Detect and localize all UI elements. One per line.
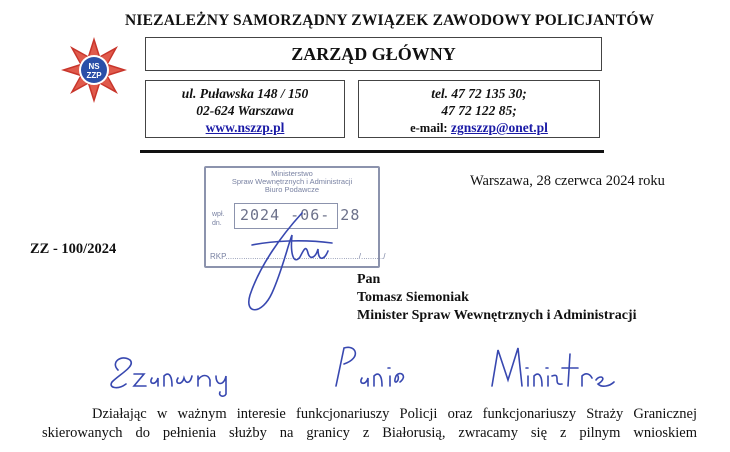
phone-1: tel. 47 72 135 30; — [431, 86, 527, 101]
stamp-received-label: wpł. — [212, 211, 225, 218]
stamp-date: 2024 -06- 28 — [240, 206, 361, 224]
unit-title-box — [145, 37, 602, 71]
union-logo — [60, 36, 128, 104]
addressee-position: Minister Spraw Wewnętrznych i Administracji — [357, 308, 637, 323]
body-line-2: skierowanych do pełnienia służby na granicy z Białorusią, zwracamy się z pilnym wnioskiem — [42, 425, 697, 441]
stamp-line-3: Biuro Podawcze — [264, 185, 320, 194]
stamp-rkp-line: RKP............................................................/........../ — [210, 252, 386, 261]
addressee-title: Pan — [357, 272, 381, 287]
reference-number: ZZ - 100/2024 — [30, 241, 117, 257]
handwritten-initials — [232, 205, 342, 325]
body-paragraph — [42, 405, 697, 443]
stamp-day-label: dn. — [212, 220, 222, 227]
email-label: e-mail: — [410, 121, 448, 135]
addressee-name: Tomasz Siemoniak — [357, 290, 469, 305]
phone-2: 47 72 122 85; — [441, 103, 517, 118]
handwritten-salutation — [100, 340, 620, 400]
stamp-line-1: Ministerstwo — [271, 169, 313, 178]
address-city: 02-624 Warszawa — [196, 103, 294, 118]
place-and-date: Warszawa, 28 czerwca 2024 roku — [470, 173, 665, 189]
addressee-block — [357, 271, 636, 325]
svg-text:NS: NS — [88, 62, 100, 71]
website-link[interactable]: www.nszzp.pl — [205, 120, 285, 135]
body-line-1: Działając w ważnym interesie funkcjonariuszy Policji oraz funkcjonariuszy Straży Granicznej — [92, 406, 697, 422]
address-street: ul. Puławska 148 / 150 — [181, 86, 309, 101]
contact-box — [358, 80, 600, 138]
header-divider — [140, 150, 604, 153]
svg-text:ZZP: ZZP — [86, 71, 102, 80]
organization-name: NIEZALEŻNY SAMORZĄDNY ZWIĄZEK ZAWODOWY POLICJANTÓW — [125, 12, 655, 29]
email-link[interactable]: zgnszzp@onet.pl — [450, 120, 548, 135]
address-box — [145, 80, 345, 138]
unit-title: ZARZĄD GŁÓWNY — [291, 43, 456, 64]
stamp-line-2: Spraw Wewnętrznych i Administracji — [231, 177, 353, 186]
